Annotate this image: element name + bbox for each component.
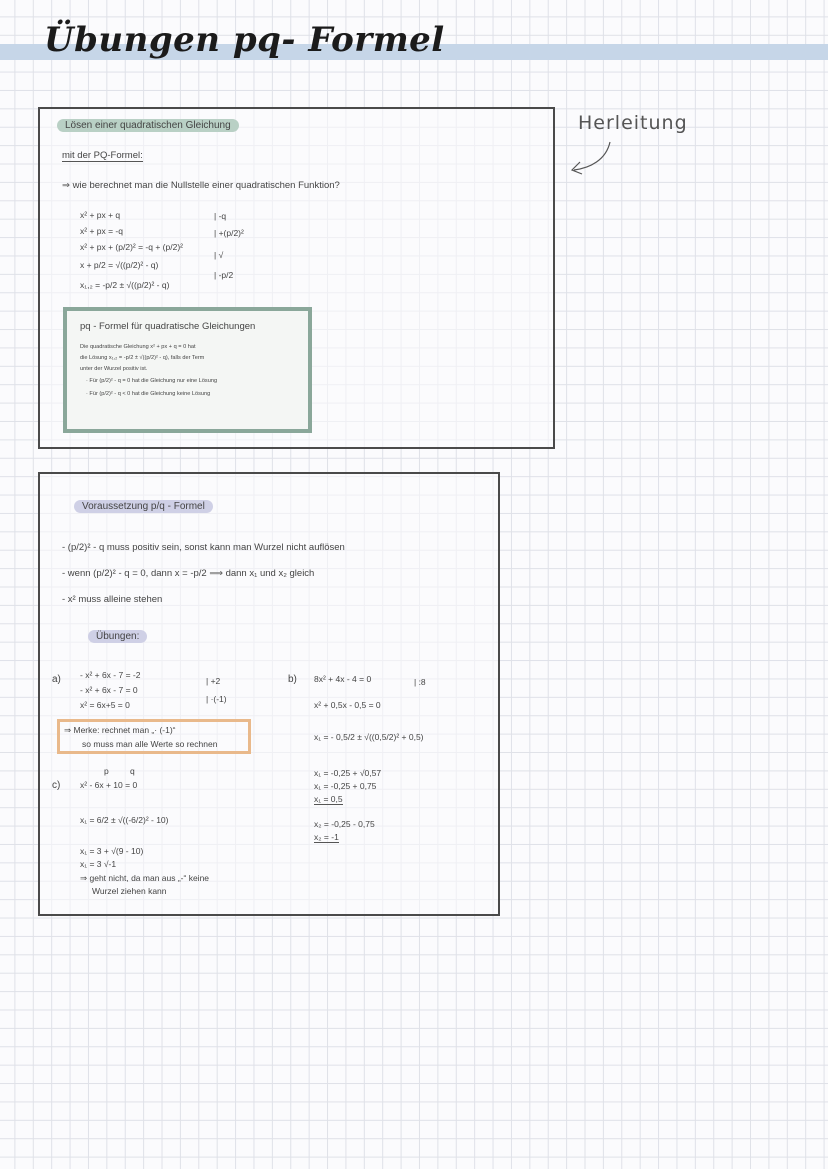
- exercise-b-line: x₂ = -0,25 - 0,75: [314, 819, 375, 829]
- side-note-herleitung: Herleitung: [578, 112, 688, 134]
- derivation-step: x² + px = -q: [80, 226, 123, 236]
- exercise-label-c: c): [52, 780, 61, 791]
- exercise-b-line: x₁ = - 0,5/2 ± √((0,5/2)² + 0,5): [314, 732, 424, 742]
- subheading-pq: mit der PQ-Formel:: [62, 150, 143, 161]
- curved-arrow-icon: [566, 138, 616, 178]
- exercise-label-a: a): [52, 674, 61, 685]
- card-line: unter der Wurzel positiv ist.: [80, 366, 148, 372]
- exercise-b-line: 8x² + 4x - 4 = 0: [314, 674, 372, 684]
- exercise-a-line: - x² + 6x - 7 = -2: [80, 670, 141, 680]
- derivation-operation: | √: [214, 250, 224, 260]
- exercise-a-op: | +2: [206, 676, 221, 686]
- note-line: so muss man alle Werte so rechnen: [82, 739, 218, 749]
- exercises-label: Übungen:: [88, 630, 147, 643]
- note-line: ⇒ Merke: rechnet man „· (-1)“: [64, 725, 176, 735]
- condition-line: - (p/2)² - q muss positiv sein, sonst kann man Wurzel nicht auflösen: [62, 542, 345, 553]
- exercise-b-line: x₂ = -1: [314, 832, 339, 842]
- exercise-b-line: x² + 0,5x - 0,5 = 0: [314, 700, 381, 710]
- card-title: pq - Formel für quadratische Gleichungen: [80, 321, 256, 332]
- exercise-c-line: x₁ = 3 √-1: [80, 859, 117, 869]
- card-line: Die quadratische Gleichung x² + px + q = 0 hat: [80, 344, 196, 350]
- exercise-b-line: x₁ = -0,25 + √0,57: [314, 768, 382, 778]
- pq-label-q: q: [130, 766, 135, 776]
- exercise-c-line: x₁ = 3 + √(9 - 10): [80, 846, 144, 856]
- derivation-step: x² + px + (p/2)² = -q + (p/2)²: [80, 242, 183, 252]
- exercise-a-op: | ·(-1): [206, 694, 227, 704]
- exercise-b-op: | :8: [414, 677, 426, 687]
- exercise-c-line: ⇒ geht nicht, da man aus „-“ keine: [80, 873, 210, 883]
- exercise-b-line: x₁ = 0,5: [314, 794, 343, 804]
- derivation-step: x + p/2 = √((p/2)² - q): [80, 260, 159, 270]
- page-title: Übungen pq- Formel: [44, 20, 445, 60]
- question-line: ⇒ wie berechnet man die Nullstelle einer quadratischen Funktion?: [62, 180, 340, 191]
- exercise-b-line: x₁ = -0,25 + 0,75: [314, 781, 377, 791]
- pq-label-p: p: [104, 766, 109, 776]
- derivation-operation: | +(p/2)²: [214, 228, 244, 238]
- exercise-c-line: Wurzel ziehen kann: [92, 886, 167, 896]
- exercise-c-line: x₁ = 6/2 ± √((-6/2)² - 10): [80, 815, 169, 825]
- card-line: · Für (p/2)² - q < 0 hat die Gleichung keine Lösung: [86, 391, 211, 397]
- exercise-c-line: x² - 6x + 10 = 0: [80, 780, 138, 790]
- exercise-a-line: - x² + 6x - 7 = 0: [80, 685, 138, 695]
- card-line: · Für (p/2)² - q = 0 hat die Gleichung nur eine Lösung: [86, 378, 218, 384]
- condition-line: - x² muss alleine stehen: [62, 594, 163, 605]
- derivation-step: x² + px + q: [80, 210, 121, 220]
- derivation-operation: | -p/2: [214, 270, 234, 280]
- exercise-a-line: x² = 6x+5 = 0: [80, 700, 130, 710]
- condition-line: - wenn (p/2)² - q = 0, dann x = -p/2 ⟹ dann x₁ und x₂ gleich: [62, 568, 315, 579]
- exercise-label-b: b): [288, 674, 297, 685]
- derivation-step: x₁,₂ = -p/2 ± √((p/2)² - q): [80, 280, 170, 290]
- card-line: die Lösung x₁,₂ = -p/2 ± √((p/2)² - q), falls der Term: [80, 355, 205, 361]
- section-heading-requirement: Voraussetzung p/q - Formel: [74, 500, 213, 513]
- section-heading-solving: Lösen einer quadratischen Gleichung: [57, 119, 239, 132]
- derivation-operation: | -q: [214, 211, 227, 221]
